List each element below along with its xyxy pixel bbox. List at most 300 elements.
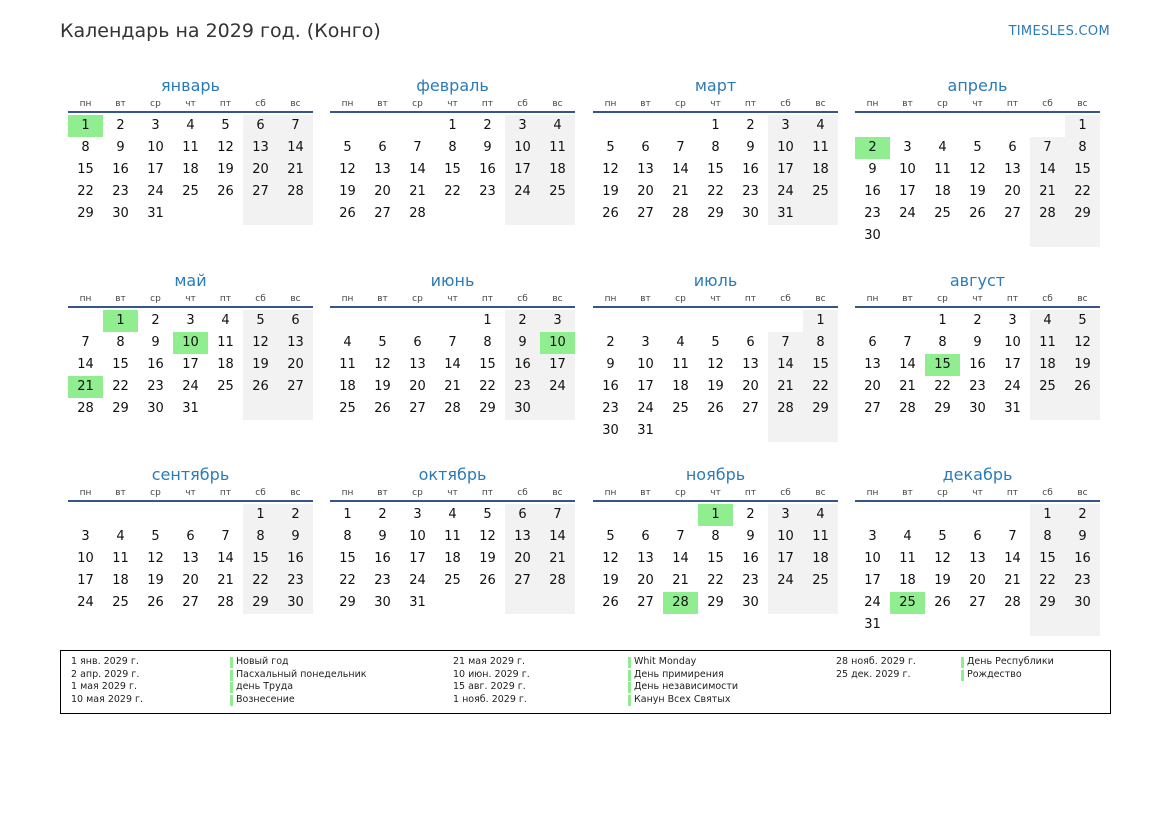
day-cell: 4	[938, 140, 947, 155]
day-cell: 19	[1065, 354, 1100, 376]
day-cell: 26	[934, 595, 951, 610]
day-cell: 15	[707, 551, 724, 566]
day-cell: 29	[243, 592, 278, 614]
day-cell: 18	[444, 551, 461, 566]
day-cell: 10	[147, 140, 164, 155]
weekday-label: сб	[517, 99, 528, 109]
day-cell: 24	[768, 181, 803, 203]
weekday-label: пн	[341, 99, 354, 109]
day-cell: 3	[540, 310, 575, 332]
day-cell: 24	[637, 401, 654, 416]
day-cell: 25	[672, 401, 689, 416]
day-cell: 19	[374, 379, 391, 394]
day-cell: 8	[448, 140, 457, 155]
legend-holiday-name: День примирения	[628, 669, 724, 682]
weekday-label: пт	[1006, 488, 1019, 498]
day-cell: 6	[641, 140, 650, 155]
day-cell: 16	[1065, 548, 1100, 570]
weekday-header	[330, 294, 575, 308]
empty-cell	[470, 592, 505, 614]
empty-cell	[68, 504, 103, 526]
weekday-label: вс	[552, 488, 563, 498]
weekday-label: пн	[604, 99, 617, 109]
weekday-label: пт	[219, 99, 232, 109]
days-grid	[593, 115, 838, 225]
day-cell: 13	[409, 357, 426, 372]
day-cell: 24	[768, 570, 803, 592]
empty-cell	[1030, 225, 1065, 247]
day-cell: 8	[1065, 137, 1100, 159]
weekday-label: ср	[150, 99, 161, 109]
day-cell: 17	[768, 159, 803, 181]
day-cell: 11	[444, 529, 461, 544]
day-cell: 1	[711, 118, 720, 133]
weekday-header	[593, 294, 838, 308]
day-cell: 14	[899, 357, 916, 372]
empty-cell	[540, 203, 575, 225]
day-cell: 13	[374, 162, 391, 177]
weekday-label: вт	[377, 488, 388, 498]
day-cell: 10	[173, 332, 208, 354]
day-cell: 3	[81, 529, 90, 544]
day-cell: 13	[182, 551, 199, 566]
weekday-label: вт	[640, 488, 651, 498]
day-cell: 16	[742, 551, 759, 566]
empty-cell	[663, 504, 698, 526]
legend-date: 21 мая 2029 г.	[453, 656, 526, 667]
month-name: май	[174, 271, 207, 290]
empty-cell	[995, 504, 1030, 526]
day-cell: 20	[637, 184, 654, 199]
legend-holiday-name: Пасхальный понедельник	[230, 669, 367, 682]
day-cell: 18	[934, 184, 951, 199]
day-cell: 23	[505, 376, 540, 398]
site-link[interactable]: TIMESLES.COM	[1008, 24, 1110, 39]
day-cell: 16	[374, 551, 391, 566]
month-block	[330, 75, 575, 225]
day-cell: 15	[803, 354, 838, 376]
day-cell: 13	[243, 137, 278, 159]
day-cell: 17	[864, 573, 881, 588]
day-cell: 25	[803, 181, 838, 203]
month-block	[330, 464, 575, 614]
day-cell: 20	[243, 159, 278, 181]
day-cell: 8	[1030, 526, 1065, 548]
empty-cell	[628, 115, 663, 137]
day-cell: 7	[1030, 137, 1065, 159]
day-cell: 20	[742, 379, 759, 394]
empty-cell	[1030, 115, 1065, 137]
weekday-label: пт	[744, 488, 757, 498]
day-cell: 27	[637, 206, 654, 221]
holiday-legend	[60, 650, 1111, 714]
month-name: август	[949, 271, 1006, 290]
day-cell: 31	[768, 203, 803, 225]
day-cell: 19	[707, 379, 724, 394]
day-cell: 14	[217, 551, 234, 566]
day-cell: 10	[77, 551, 94, 566]
empty-cell	[435, 592, 470, 614]
day-cell: 27	[182, 595, 199, 610]
day-cell: 25	[890, 592, 925, 614]
weekday-label: пн	[866, 99, 879, 109]
days-grid	[68, 504, 313, 614]
day-cell: 8	[81, 140, 90, 155]
day-cell: 7	[221, 529, 230, 544]
day-cell: 6	[243, 115, 278, 137]
day-cell: 12	[602, 551, 619, 566]
day-cell: 21	[899, 379, 916, 394]
day-cell: 23	[147, 379, 164, 394]
legend-holiday-name: День независимости	[628, 681, 738, 694]
legend-holiday-name: Канун Всех Святых	[628, 694, 730, 707]
day-cell: 3	[768, 115, 803, 137]
day-cell: 31	[409, 595, 426, 610]
day-cell: 10	[637, 357, 654, 372]
day-cell: 28	[444, 401, 461, 416]
day-cell: 26	[602, 206, 619, 221]
day-cell: 20	[505, 548, 540, 570]
weekday-label: ср	[937, 294, 948, 304]
weekday-header	[855, 294, 1100, 308]
weekday-label: пн	[866, 488, 879, 498]
day-cell: 29	[1065, 203, 1100, 225]
day-cell: 1	[938, 313, 947, 328]
day-cell: 30	[147, 401, 164, 416]
day-cell: 9	[483, 140, 492, 155]
empty-cell	[470, 203, 505, 225]
day-cell: 9	[151, 335, 160, 350]
empty-cell	[960, 504, 995, 526]
empty-cell	[173, 203, 208, 225]
empty-cell	[208, 504, 243, 526]
day-cell: 21	[409, 184, 426, 199]
empty-cell	[208, 203, 243, 225]
day-cell: 1	[68, 115, 103, 137]
day-cell: 8	[483, 335, 492, 350]
day-cell: 5	[221, 118, 230, 133]
day-cell: 27	[1004, 206, 1021, 221]
weekday-label: сб	[1042, 488, 1053, 498]
day-cell: 10	[505, 137, 540, 159]
day-cell: 21	[1030, 181, 1065, 203]
day-cell: 14	[768, 354, 803, 376]
day-cell: 5	[711, 335, 720, 350]
day-cell: 29	[934, 401, 951, 416]
empty-cell	[803, 203, 838, 225]
weekday-label: чт	[710, 488, 721, 498]
day-cell: 6	[278, 310, 313, 332]
day-cell: 16	[479, 162, 496, 177]
empty-cell	[435, 310, 470, 332]
empty-cell	[1030, 614, 1065, 636]
weekday-header	[593, 99, 838, 113]
month-name: сентябрь	[151, 465, 230, 484]
day-cell: 14	[540, 526, 575, 548]
weekday-header	[330, 99, 575, 113]
weekday-label: пт	[481, 294, 494, 304]
day-cell: 6	[413, 335, 422, 350]
legend-holiday-name: День Республики	[961, 656, 1054, 669]
month-name: январь	[161, 76, 220, 95]
day-cell: 12	[479, 529, 496, 544]
empty-cell	[138, 504, 173, 526]
day-cell: 6	[378, 140, 387, 155]
empty-cell	[890, 614, 925, 636]
day-cell: 29	[479, 401, 496, 416]
day-cell: 26	[707, 401, 724, 416]
day-cell: 25	[803, 570, 838, 592]
day-cell: 18	[803, 548, 838, 570]
empty-cell	[698, 310, 733, 332]
day-cell: 22	[1030, 570, 1065, 592]
day-cell: 6	[973, 529, 982, 544]
weekday-label: пт	[219, 488, 232, 498]
day-cell: 9	[606, 357, 615, 372]
empty-cell	[1065, 225, 1100, 247]
day-cell: 29	[707, 206, 724, 221]
day-cell: 5	[378, 335, 387, 350]
day-cell: 14	[444, 357, 461, 372]
empty-cell	[400, 115, 435, 137]
day-cell: 28	[663, 592, 698, 614]
weekday-label: чт	[447, 488, 458, 498]
weekday-label: ср	[675, 488, 686, 498]
day-cell: 4	[116, 529, 125, 544]
empty-cell	[925, 614, 960, 636]
weekday-label: пн	[341, 488, 354, 498]
day-cell: 22	[77, 184, 94, 199]
day-cell: 2	[746, 118, 755, 133]
weekday-label: вт	[902, 488, 913, 498]
day-cell: 21	[540, 548, 575, 570]
weekday-label: вс	[1077, 488, 1088, 498]
day-cell: 25	[1030, 376, 1065, 398]
month-name: декабрь	[942, 465, 1013, 484]
day-cell: 15	[339, 551, 356, 566]
day-cell: 7	[676, 529, 685, 544]
day-cell: 10	[899, 162, 916, 177]
day-cell: 11	[182, 140, 199, 155]
day-cell: 17	[409, 551, 426, 566]
days-grid	[68, 310, 313, 420]
empty-cell	[855, 504, 890, 526]
weekday-label: сб	[780, 99, 791, 109]
day-cell: 15	[112, 357, 129, 372]
day-cell: 22	[444, 184, 461, 199]
weekday-label: чт	[185, 99, 196, 109]
day-cell: 20	[374, 184, 391, 199]
empty-cell	[540, 398, 575, 420]
day-cell: 24	[899, 206, 916, 221]
weekday-label: вс	[815, 294, 826, 304]
weekday-label: вт	[640, 99, 651, 109]
month-block	[68, 270, 313, 420]
legend-holiday-name: Вознесение	[230, 694, 295, 707]
days-grid	[593, 310, 838, 442]
weekday-label: ср	[412, 488, 423, 498]
day-cell: 29	[707, 595, 724, 610]
legend-holiday-name: Whit Monday	[628, 656, 696, 669]
day-cell: 26	[217, 184, 234, 199]
day-cell: 14	[1030, 159, 1065, 181]
legend-holiday-name: Рождество	[961, 669, 1022, 682]
day-cell: 21	[672, 184, 689, 199]
day-cell: 14	[77, 357, 94, 372]
month-block	[68, 75, 313, 225]
empty-cell	[890, 115, 925, 137]
weekday-label: пт	[219, 294, 232, 304]
day-cell: 11	[934, 162, 951, 177]
empty-cell	[330, 310, 365, 332]
empty-cell	[593, 115, 628, 137]
day-cell: 7	[903, 335, 912, 350]
weekday-header	[68, 99, 313, 113]
day-cell: 17	[637, 379, 654, 394]
day-cell: 4	[540, 115, 575, 137]
weekday-label: пн	[866, 294, 879, 304]
day-cell: 3	[903, 140, 912, 155]
empty-cell	[103, 504, 138, 526]
day-cell: 20	[278, 354, 313, 376]
day-cell: 5	[243, 310, 278, 332]
weekday-label: чт	[710, 99, 721, 109]
day-cell: 3	[413, 507, 422, 522]
day-cell: 20	[864, 379, 881, 394]
day-cell: 26	[339, 206, 356, 221]
day-cell: 30	[112, 206, 129, 221]
day-cell: 6	[868, 335, 877, 350]
day-cell: 16	[742, 162, 759, 177]
empty-cell	[960, 614, 995, 636]
weekday-label: вс	[815, 99, 826, 109]
day-cell: 3	[186, 313, 195, 328]
empty-cell	[1030, 398, 1065, 420]
day-cell: 18	[899, 573, 916, 588]
day-cell: 11	[672, 357, 689, 372]
day-cell: 21	[672, 573, 689, 588]
empty-cell	[365, 310, 400, 332]
day-cell: 29	[803, 398, 838, 420]
weekday-label: вт	[377, 99, 388, 109]
day-cell: 28	[217, 595, 234, 610]
day-cell: 12	[217, 140, 234, 155]
day-cell: 2	[116, 118, 125, 133]
empty-cell	[995, 614, 1030, 636]
weekday-label: чт	[447, 99, 458, 109]
day-cell: 4	[676, 335, 685, 350]
weekday-label: чт	[185, 294, 196, 304]
weekday-label: пт	[744, 99, 757, 109]
day-cell: 1	[448, 118, 457, 133]
day-cell: 16	[278, 548, 313, 570]
day-cell: 16	[147, 357, 164, 372]
day-cell: 1	[243, 504, 278, 526]
day-cell: 6	[505, 504, 540, 526]
weekday-label: вт	[902, 99, 913, 109]
day-cell: 1	[483, 313, 492, 328]
day-cell: 28	[77, 401, 94, 416]
day-cell: 24	[505, 181, 540, 203]
day-cell: 23	[742, 573, 759, 588]
day-cell: 22	[803, 376, 838, 398]
day-cell: 2	[746, 507, 755, 522]
day-cell: 23	[1065, 570, 1100, 592]
empty-cell	[663, 115, 698, 137]
month-name: октябрь	[418, 465, 487, 484]
legend-holiday-name: день Труда	[230, 681, 293, 694]
day-cell: 17	[768, 548, 803, 570]
day-cell: 23	[112, 184, 129, 199]
day-cell: 7	[1008, 529, 1017, 544]
day-cell: 31	[182, 401, 199, 416]
day-cell: 13	[637, 162, 654, 177]
day-cell: 3	[151, 118, 160, 133]
days-grid	[855, 504, 1100, 636]
day-cell: 18	[803, 159, 838, 181]
day-cell: 25	[934, 206, 951, 221]
empty-cell	[995, 225, 1030, 247]
month-name: ноябрь	[685, 465, 746, 484]
weekday-label: пт	[481, 488, 494, 498]
day-cell: 26	[969, 206, 986, 221]
day-cell: 26	[374, 401, 391, 416]
empty-cell	[995, 115, 1030, 137]
day-cell: 20	[1004, 184, 1021, 199]
day-cell: 19	[479, 551, 496, 566]
weekday-label: чт	[972, 294, 983, 304]
weekday-label: вс	[290, 488, 301, 498]
empty-cell	[68, 310, 103, 332]
day-cell: 17	[1004, 357, 1021, 372]
day-cell: 22	[707, 184, 724, 199]
weekday-label: вт	[377, 294, 388, 304]
weekday-label: пт	[481, 99, 494, 109]
weekday-label: вс	[290, 99, 301, 109]
month-block	[593, 464, 838, 614]
day-cell: 25	[217, 379, 234, 394]
weekday-label: ср	[675, 99, 686, 109]
weekday-label: чт	[972, 99, 983, 109]
weekday-label: сб	[1042, 99, 1053, 109]
days-grid	[855, 115, 1100, 247]
day-cell: 23	[374, 573, 391, 588]
empty-cell	[540, 592, 575, 614]
day-cell: 10	[864, 551, 881, 566]
day-cell: 26	[243, 376, 278, 398]
day-cell: 7	[81, 335, 90, 350]
weekday-label: вт	[115, 294, 126, 304]
weekday-header	[68, 294, 313, 308]
day-cell: 30	[1065, 592, 1100, 614]
day-cell: 6	[746, 335, 755, 350]
day-cell: 5	[973, 140, 982, 155]
day-cell: 13	[969, 551, 986, 566]
day-cell: 7	[413, 140, 422, 155]
day-cell: 22	[243, 570, 278, 592]
page-title: Календарь на 2029 год. (Конго)	[60, 20, 381, 42]
day-cell: 24	[409, 573, 426, 588]
day-cell: 9	[278, 526, 313, 548]
day-cell: 4	[803, 504, 838, 526]
day-cell: 9	[973, 335, 982, 350]
empty-cell	[663, 310, 698, 332]
day-cell: 3	[505, 115, 540, 137]
day-cell: 19	[969, 184, 986, 199]
day-cell: 13	[1004, 162, 1021, 177]
day-cell: 28	[1004, 595, 1021, 610]
day-cell: 4	[221, 313, 230, 328]
